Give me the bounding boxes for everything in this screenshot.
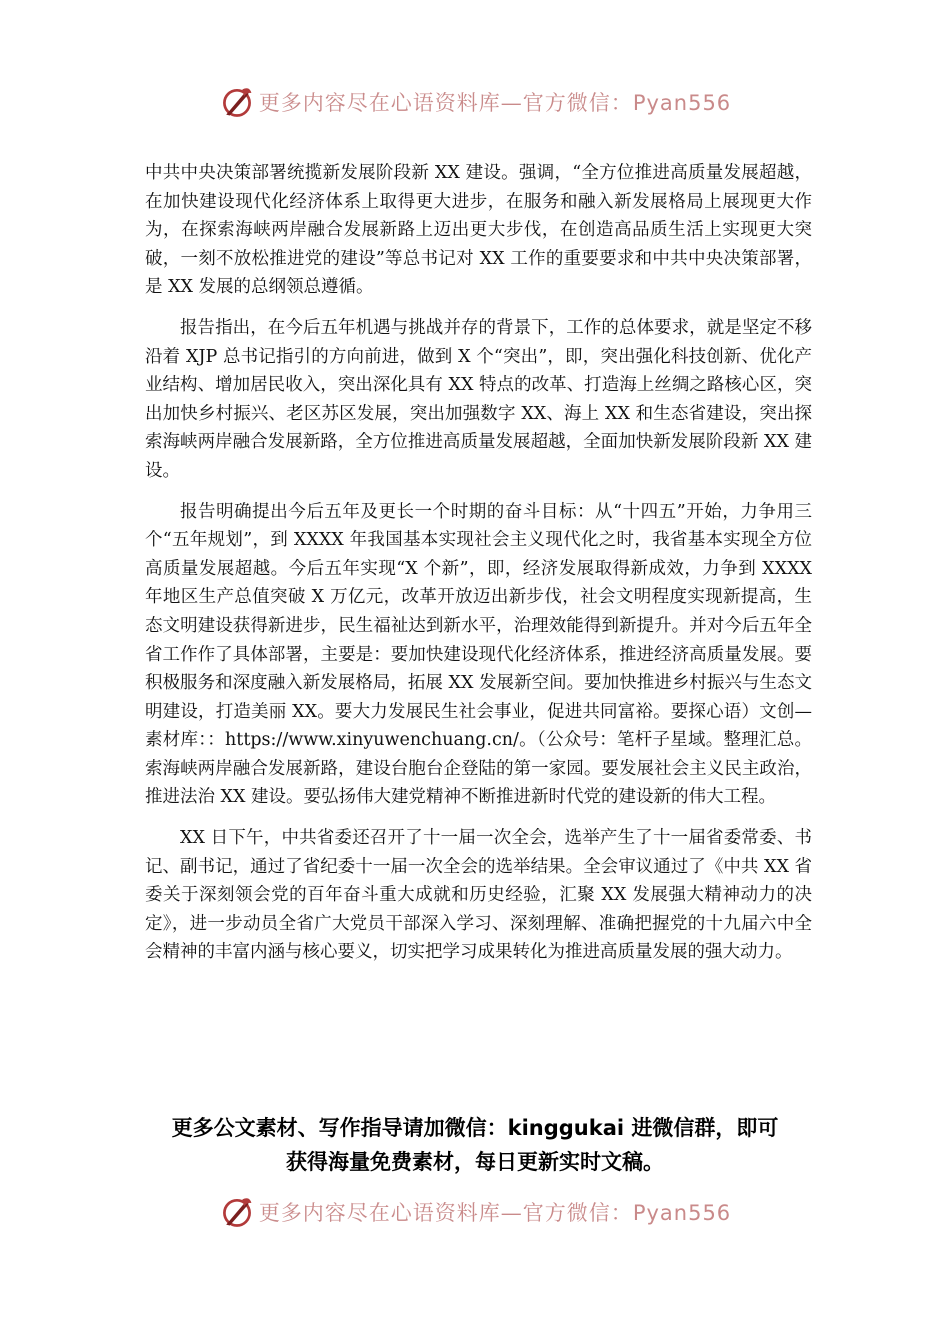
header-banner-text: 更多内容尽在心语资料库—官方微信：Pyan556 bbox=[258, 91, 732, 115]
paragraph-4: XX 日下午，中共省委还召开了十一届一次全会，选举产生了十一届省委常委、书记、副书记，通过了省纪委十一届一次全会的选举结果。全会审议通过了《中共 XX 省委关于深刻领会党的百年奋斗重大成就和历史经验，汇聚 XX 发展强大精神动力的决定》，进一步动员全省广大党员干部深入学习、深刻理解、准确把握党的十九届六中全会精神的丰富内涵与核心要义，切实把学习成果转化为推进高质量发展的强大动力。 bbox=[145, 828, 812, 963]
header-banner bbox=[0, 82, 950, 122]
paragraph-2: 报告指出，在今后五年机遇与挑战并存的背景下，工作的总体要求，就是坚定不移沿着 XJP 总书记指引的方向前进，做到 X 个“突出”，即，突出强化科技创新、优化产业结构、增加居民收入，突出深化具有 XX 特点的改革、打造海上丝绸之路核心区，突出加快乡村振兴、老区苏区发展，突出加强数字 XX、海上 XX 和生态省建设，突出探索海峡两岸融合发展新路，全方位推进高质量发展超越，全面加快新发展阶段新 XX 建设。 bbox=[145, 317, 812, 481]
footer-banner bbox=[0, 1192, 950, 1232]
promo-line-1: 更多公文素材、写作指导请加微信：kinggukai 进微信群，即可 bbox=[171, 1116, 779, 1140]
article-body bbox=[145, 159, 812, 979]
footer-banner-text: 更多内容尽在心语资料库—官方微信：Pyan556 bbox=[258, 1201, 732, 1225]
promo-line-2: 获得海量免费素材，每日更新实时文稿。 bbox=[286, 1150, 664, 1174]
promo-notice bbox=[100, 1111, 850, 1179]
paragraph-3: 报告明确提出今后五年及更长一个时期的奋斗目标：从“十四五”开始，力争用三个“五年规划”，到 XXXX 年我国基本实现社会主义现代化之时，我省基本实现全方位高质量发展超越。今后五年实现“X 个新”，即，经济发展取得新成效，力争到 XXXX 年地区生产总值突破 X 万亿元，改革开放迈出新步伐，社会文明程度实现新提高，生态文明建设获得新进步，民生福祉达到新水平，治理效能得到新提升。并对今后五年全省工作作了具体部署，主要是：要加快建设现代化经济体系，推进经济高质量发展。要积极服务和深度融入新发展格局，拓展 XX 发展新空间。要加快推进乡村振兴与生态文明建设，打造美丽 XX。要大力发展民生社会事业，促进共同富裕。要探心语）文创—素材库：：https://www.xinyuwenchuang.cn/。（公众号：笔杆子星域。整理汇总。索海峡两岸融合发展新路，建设台胞台企登陆的第一家园。要发展社会主义民主政治，推进法治 XX 建设。要弘扬伟大建党精神不断推进新时代党的建设新的伟大工程。 bbox=[145, 501, 812, 808]
quill-logo-icon bbox=[219, 84, 255, 120]
paragraph-1: 中共中央决策部署统揽新发展阶段新 XX 建设。强调，“全方位推进高质量发展超越，在加快建设现代化经济体系上取得更大进步，在服务和融入新发展格局上展现更大作为，在探索海峡两岸融合发展新路上迈出更大步伐，在创造高品质生活上实现更大突破，一刻不放松推进党的建设”等总书记对 XX 工作的重要要求和中共中央决策部署，是 XX 发展的总纲领总遵循。 bbox=[145, 163, 812, 298]
quill-logo-icon bbox=[219, 1194, 255, 1230]
